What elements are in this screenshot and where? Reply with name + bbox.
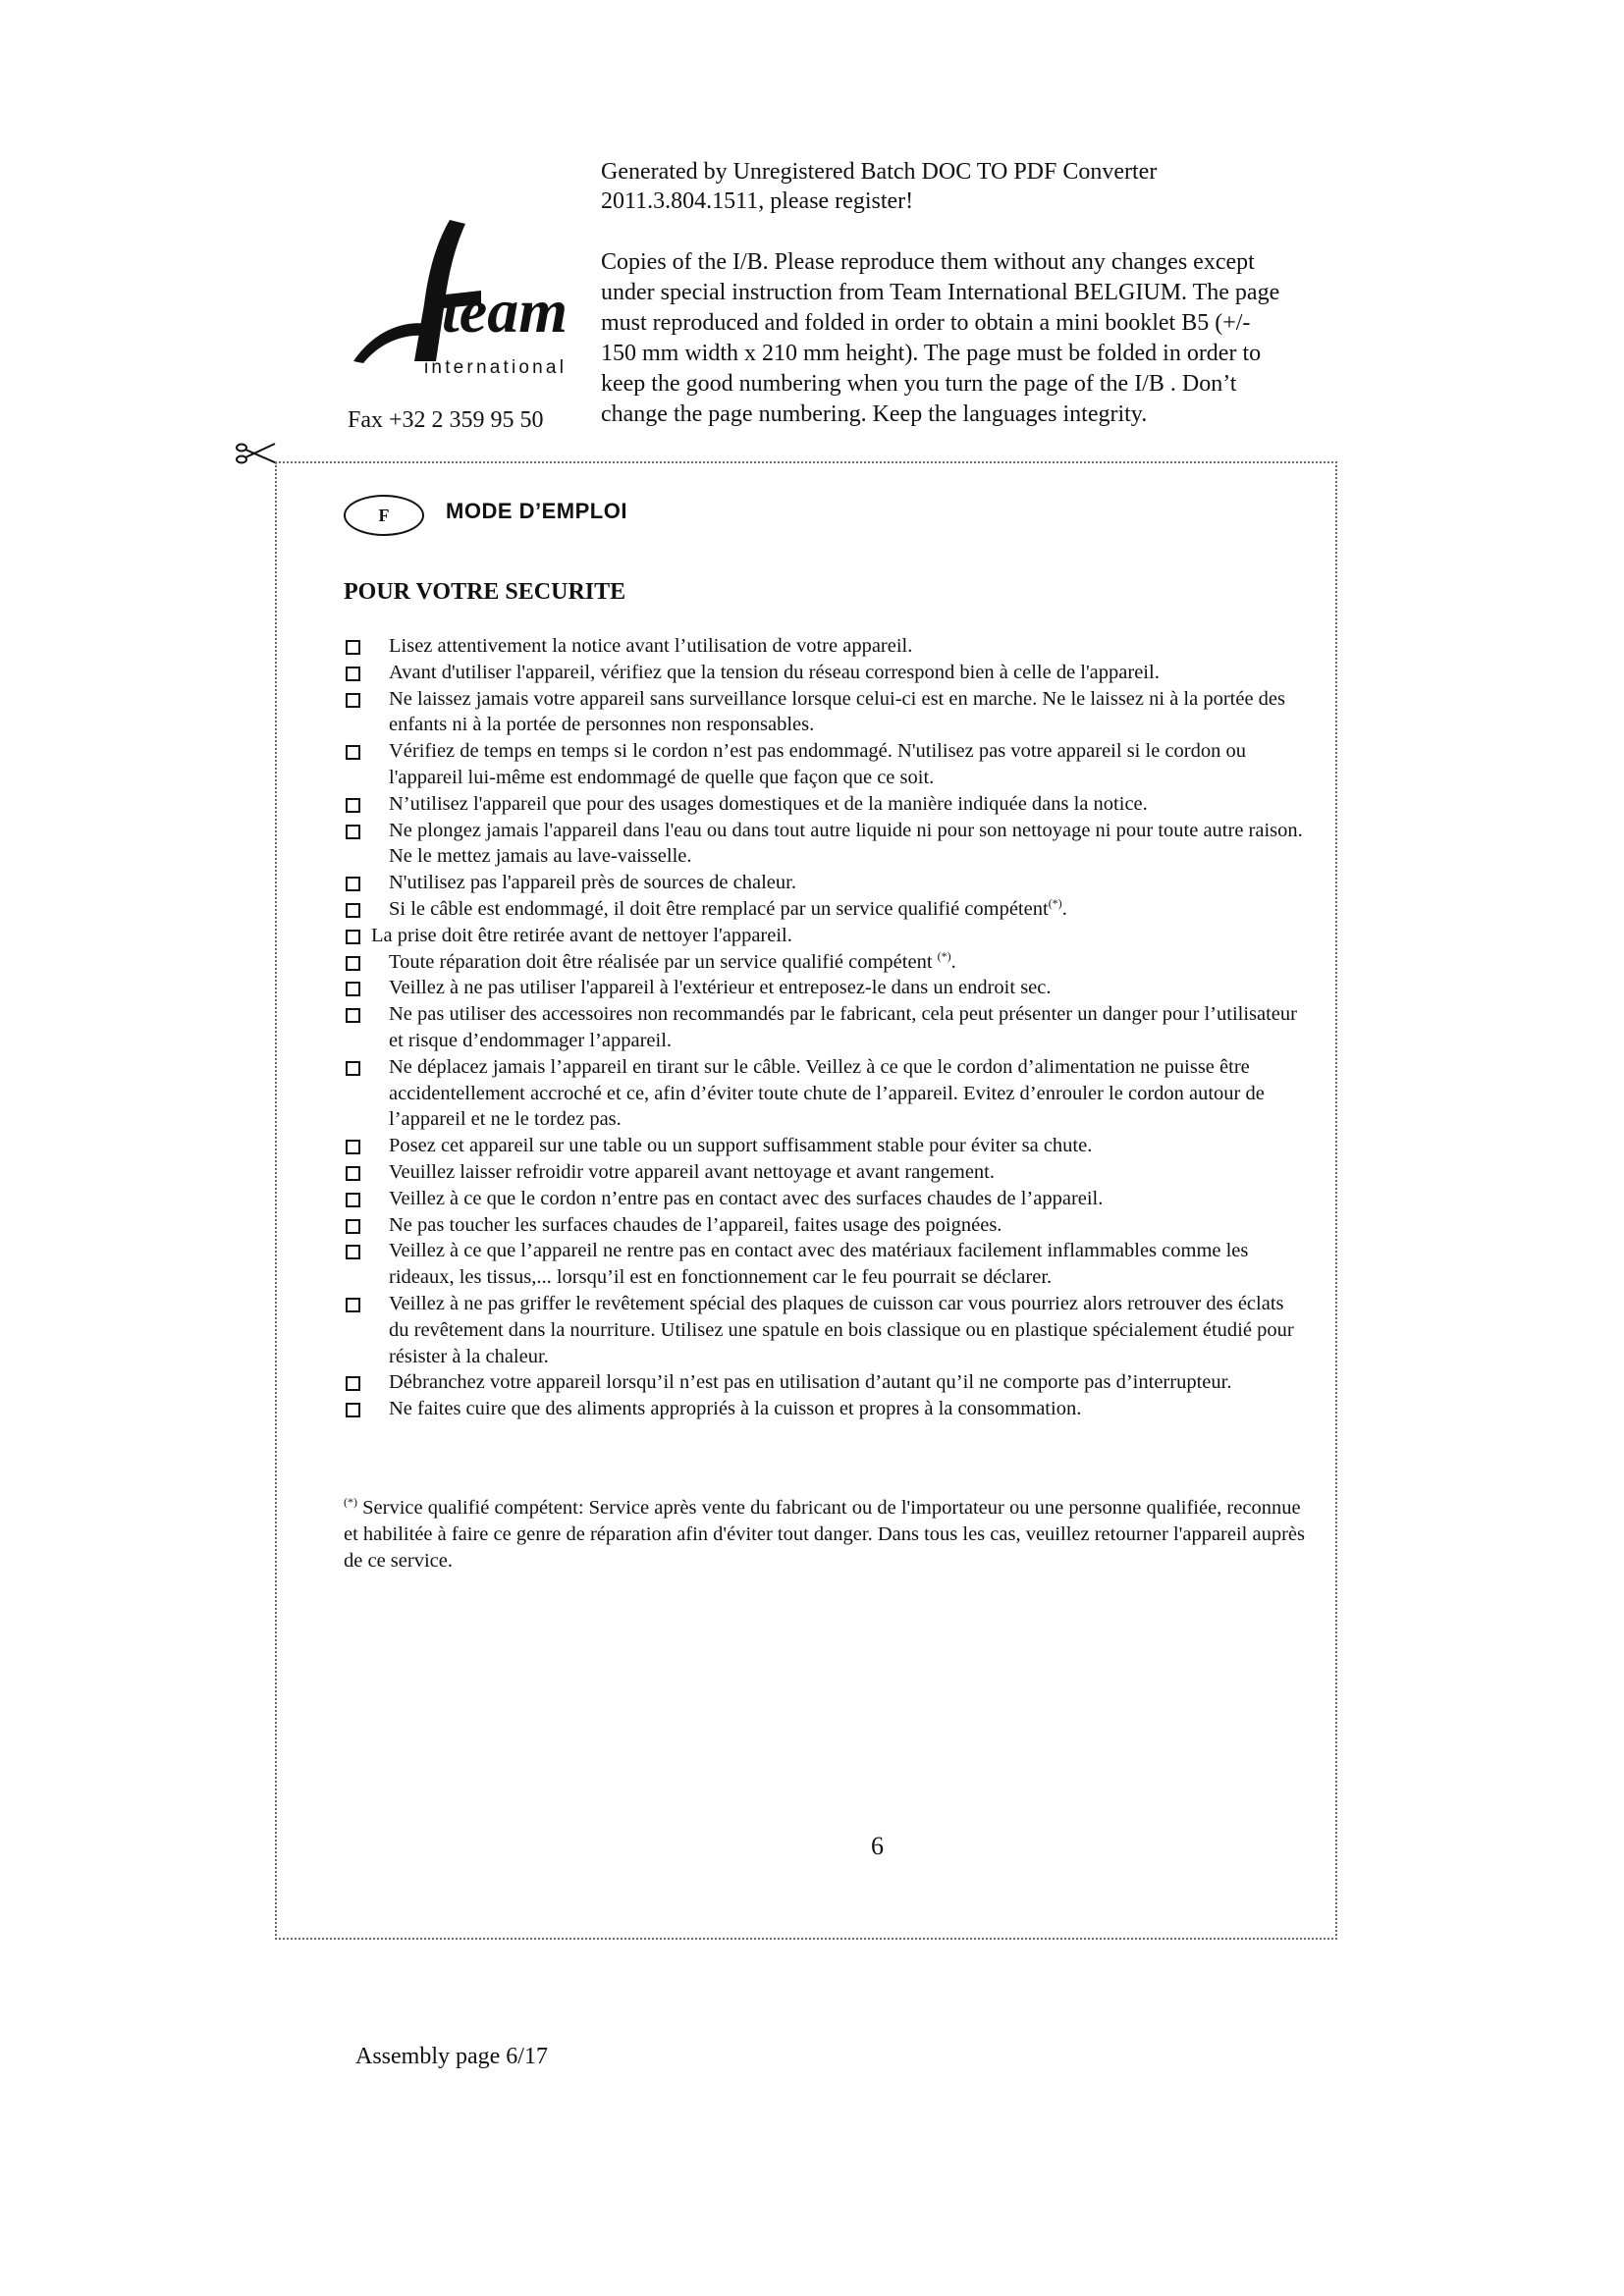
list-item: [344, 1054, 1306, 1133]
list-item: [344, 1238, 1306, 1291]
list-item-text: La prise doit être retirée avant de nettoyer l'appareil.: [371, 924, 792, 946]
list-item-text: Ne pas utiliser des accessoires non recommandés par le fabricant, cela peut présenter un danger pour l’utilisateur et risque d’endommager l’appareil.: [389, 1003, 1297, 1051]
generated-note: Generated by Unregistered Batch DOC TO PDF Converter 2011.3.804.1511, please register!: [601, 159, 1158, 214]
footnote-marker: (*): [344, 1495, 357, 1509]
list-item-text: Veillez à ce que le cordon n’entre pas en contact avec des surfaces chaudes de l’appareil.: [389, 1187, 1104, 1209]
list-item: [344, 1186, 1306, 1212]
list-item: [344, 923, 1306, 949]
list-item: [344, 818, 1306, 871]
list-item-text: Ne plongez jamais l'appareil dans l'eau ou dans tout autre liquide ni pour son nettoyage ni pour toute autre raison. Ne le mettez jamais au lave-vaisselle.: [389, 819, 1303, 868]
checkbox-bullet-icon: [346, 982, 360, 996]
page-number: 6: [871, 1832, 884, 1860]
logo-subword: international: [424, 357, 568, 378]
footnote-ref: (*): [937, 948, 951, 963]
checkbox-bullet-icon: [346, 798, 360, 813]
footnote-ref: (*): [1048, 895, 1062, 910]
checkbox-bullet-icon: [346, 1061, 360, 1076]
footnote: [344, 1495, 1316, 1575]
fax-number: Fax +32 2 359 95 50: [348, 407, 544, 433]
list-item-text: Débranchez votre appareil lorsqu’il n’est pas en utilisation d’autant qu’il ne comporte pas d’interrupteur.: [389, 1371, 1232, 1394]
list-item: [344, 1369, 1306, 1396]
list-item-text: Ne pas toucher les surfaces chaudes de l’appareil, faites usage des poignées.: [389, 1213, 1002, 1236]
list-item-text: Vérifiez de temps en temps si le cordon n’est pas endommagé. N'utilisez pas votre appareil si le cordon ou l'appareil lui-même est endommagé de quelle que façon que ce soit.: [389, 740, 1246, 788]
checkbox-bullet-icon: [346, 930, 360, 944]
team-international-logo: [334, 214, 569, 391]
checkbox-bullet-icon: [346, 640, 360, 655]
checkbox-bullet-icon: [346, 1166, 360, 1181]
checkbox-bullet-icon: [346, 1298, 360, 1312]
list-item-text: Si le câble est endommagé, il doit être remplacé par un service qualifié compétent: [389, 897, 1049, 920]
list-item-text: Veillez à ce que l’appareil ne rentre pas en contact avec des matériaux facilement inflammables comme les rideaux, les tissus,... lorsqu’il est en fonctionnement car le feu pourrait se déclarer.: [389, 1240, 1249, 1289]
list-item: Si le câble est endommagé, il doit être remplacé par un service qualifié compétent(*).: [344, 896, 1306, 923]
list-item: [344, 1212, 1306, 1239]
list-item: Toute réparation doit être réalisée par un service qualifié compétent (*).: [344, 949, 1306, 976]
list-item: [344, 660, 1306, 686]
checkbox-bullet-icon: [346, 1219, 360, 1234]
list-item: [344, 686, 1306, 739]
list-item-text: Veillez à ne pas griffer le revêtement spécial des plaques de cuisson car vous pourriez alors retrouver des éclats du revêtement dans la nourriture. Utilisez une spatule en bois classique ou en plastique spécialement étudié pour résister à la chaleur.: [389, 1292, 1294, 1367]
checkbox-bullet-icon: [346, 825, 360, 839]
checkbox-bullet-icon: [346, 903, 360, 918]
list-item: [344, 1133, 1306, 1159]
checkbox-bullet-icon: [346, 877, 360, 891]
list-item: [344, 738, 1306, 791]
checkbox-bullet-icon: [346, 667, 360, 681]
list-item-text: Ne laissez jamais votre appareil sans surveillance lorsque celui-ci est en marche. Ne le laissez ni à la portée des enfants ni à la portée de personnes non responsables.: [389, 687, 1286, 736]
list-item-text: Ne déplacez jamais l’appareil en tirant sur le câble. Veillez à ce que le cordon d’alimentation ne puisse être accidentellement accroché et ce, afin d’éviter toute chute de l’appareil. Evitez d’enrouler le cordon autour de l’appareil et ne le tordez pas.: [389, 1055, 1265, 1131]
list-item: [344, 1001, 1306, 1054]
list-item-text: Lisez attentivement la notice avant l’utilisation de votre appareil.: [389, 635, 913, 657]
list-item-text: N’utilisez l'appareil que pour des usages domestiques et de la manière indiquée dans la notice.: [389, 792, 1148, 815]
checkbox-bullet-icon: [346, 1140, 360, 1154]
safety-list: [344, 633, 1306, 1422]
checkbox-bullet-icon: [346, 1193, 360, 1207]
list-item: [344, 975, 1306, 1001]
list-item: [344, 1159, 1306, 1186]
checkbox-bullet-icon: [346, 1403, 360, 1417]
safety-heading: POUR VOTRE SECURITE: [344, 579, 626, 605]
logo-word: team: [442, 276, 568, 346]
checkbox-bullet-icon: [346, 956, 360, 971]
language-badge: F: [344, 495, 424, 536]
list-item: [344, 633, 1306, 660]
checkbox-bullet-icon: [346, 1008, 360, 1023]
footnote-text: Service qualifié compétent: Service après vente du fabricant ou de l'importateur ou une personne qualifiée, reconnue et habilitée à faire ce genre de réparation afin d'éviter tout danger. Dans tous les cas, veuillez retourner l'appareil auprès de ce service.: [344, 1497, 1305, 1572]
list-item: [344, 791, 1306, 818]
checkbox-bullet-icon: [346, 693, 360, 708]
list-item: [344, 870, 1306, 896]
list-item-text: Veuillez laisser refroidir votre appareil avant nettoyage et avant rangement.: [389, 1160, 996, 1183]
list-item-text: Veillez à ne pas utiliser l'appareil à l'extérieur et entreposez-le dans un endroit sec.: [389, 977, 1052, 999]
copies-instructions: Copies of the I/B. Please reproduce them without any changes except under special instruction from Team International BELGIUM. The page must reproduced and folded in order to obtain a mini booklet B5 (+/- 150 mm width x 210 mm height). The page must be folded in order to keep the good numbering when you turn the page of the I/B . Don’t change the page numbering. Keep the languages integrity.: [601, 249, 1280, 427]
list-item-text: N'utilisez pas l'appareil près de sources de chaleur.: [389, 872, 796, 894]
scissors-icon: [236, 440, 279, 469]
list-item: [344, 1396, 1306, 1422]
section-title: MODE D’EMPLOI: [446, 499, 627, 523]
list-item-text: Avant d'utiliser l'appareil, vérifiez que la tension du réseau correspond bien à celle de l'appareil.: [389, 661, 1160, 683]
checkbox-bullet-icon: [346, 1376, 360, 1391]
checkbox-bullet-icon: [346, 745, 360, 760]
list-item-text: Posez cet appareil sur une table ou un support suffisamment stable pour éviter sa chute.: [389, 1135, 1093, 1157]
list-item-text: Ne faites cuire que des aliments appropriés à la cuisson et propres à la consommation.: [389, 1398, 1082, 1420]
list-item: [344, 1291, 1306, 1369]
list-item-text: Toute réparation doit être réalisée par un service qualifié compétent: [389, 950, 933, 973]
checkbox-bullet-icon: [346, 1245, 360, 1259]
assembly-page-label: Assembly page 6/17: [355, 2044, 548, 2069]
